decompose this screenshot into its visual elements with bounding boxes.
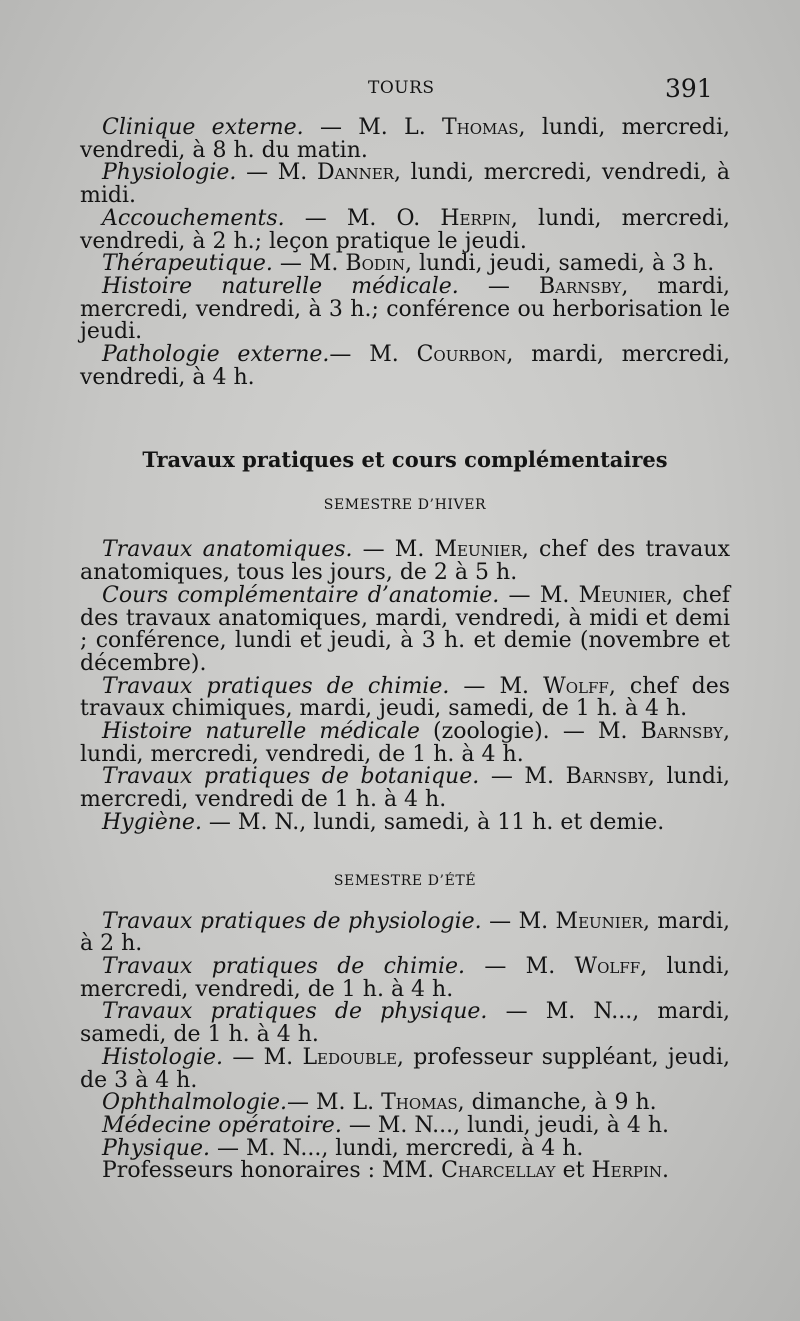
course-entry bbox=[80, 582, 730, 676]
course-subject: Clinique externe. bbox=[102, 115, 304, 140]
professor-name: Barnsby bbox=[640, 719, 723, 745]
honorary-end: . bbox=[662, 1158, 670, 1184]
professor-name: Barnsby bbox=[538, 273, 622, 299]
course-subject: Histoire naturelle médicale. bbox=[102, 273, 459, 299]
course-separator: — M. bbox=[236, 160, 317, 186]
course-subject: Physique. bbox=[102, 1135, 210, 1161]
course-separator: — M. bbox=[223, 1044, 303, 1070]
course-separator: — bbox=[458, 273, 539, 299]
course-schedule: , mardi, mercredi, vendredi, à 3 h.; conférence ou herborisation le jeudi. bbox=[80, 273, 730, 345]
course-separator: — M. O. bbox=[284, 205, 441, 231]
professor-name: Danner bbox=[316, 160, 394, 186]
course-entry bbox=[80, 908, 731, 957]
professor-name: Courbon bbox=[416, 342, 507, 368]
course-schedule: , chef des travaux chimiques, mardi, jeudi, samedi, de 1 h. à 4 h. bbox=[80, 673, 731, 722]
course-separator: — M. N., lundi, samedi, à 11 h. et demie. bbox=[201, 809, 665, 835]
honorary-name-1: Charcellay bbox=[441, 1158, 556, 1184]
course-separator: — M. bbox=[449, 673, 544, 699]
course-subject: Ophthalmologie. bbox=[102, 1090, 287, 1116]
running-title: TOURS bbox=[368, 78, 435, 98]
professor-name: Wolff bbox=[574, 953, 641, 979]
course-schedule: , dimanche, à 9 h. bbox=[457, 1090, 657, 1116]
course-entry bbox=[80, 1001, 730, 1046]
course-entry bbox=[80, 344, 730, 389]
honorary-professors-line bbox=[80, 1160, 730, 1183]
winter-semester-heading: SEMESTRE D’HIVER bbox=[323, 497, 487, 514]
course-separator: — M. N..., lundi, jeudi, à 4 h. bbox=[341, 1112, 669, 1138]
page-header bbox=[0, 74, 800, 104]
professor-name: Herpin bbox=[440, 205, 511, 231]
professor-name: Bodin bbox=[345, 251, 405, 277]
course-subject: Travaux pratiques de chimie. bbox=[102, 673, 450, 699]
course-subject: Thérapeutique. bbox=[102, 251, 273, 277]
page-number: 391 bbox=[665, 74, 713, 103]
summer-semester-heading: SEMESTRE D’ÉTÉ bbox=[333, 872, 477, 889]
course-subject: Accouchements. bbox=[102, 205, 285, 231]
faculty-course-list bbox=[80, 117, 730, 389]
course-entry bbox=[80, 809, 730, 835]
course-separator: — M. bbox=[479, 764, 566, 790]
course-schedule: , lundi, mercredi, vendredi, de 1 h. à 4 h. bbox=[80, 719, 730, 767]
honorary-mid: et bbox=[555, 1158, 592, 1184]
course-subject: Médecine opératoire. bbox=[102, 1112, 342, 1138]
course-entry bbox=[80, 1112, 730, 1138]
course-subject: Travaux pratiques de physique. bbox=[102, 999, 488, 1025]
course-subject: Travaux pratiques de botanique. bbox=[102, 764, 480, 790]
course-entry bbox=[80, 1135, 730, 1161]
professor-name: Meunier bbox=[434, 537, 522, 563]
course-subject: Hygiène. bbox=[102, 809, 202, 835]
course-entry bbox=[80, 273, 730, 345]
course-entry bbox=[80, 117, 730, 162]
course-schedule: , lundi, mercredi, vendredi, à 8 h. du matin. bbox=[80, 115, 730, 163]
page-body bbox=[80, 117, 730, 1183]
professor-name: Wolff bbox=[543, 673, 609, 699]
course-subject: Travaux pratiques de physiologie. bbox=[102, 908, 482, 934]
course-schedule: , lundi, mercredi, vendredi de 1 h. à 4 h. bbox=[80, 764, 730, 813]
course-separator: — M. bbox=[499, 582, 579, 608]
course-separator: — M. L. bbox=[286, 1090, 382, 1116]
course-schedule: , professeur suppléant, jeudi, de 3 à 4 h. bbox=[80, 1044, 731, 1093]
section-heading: Travaux pratiques et cours complémentaires bbox=[142, 447, 668, 473]
course-separator: — M. bbox=[481, 908, 556, 934]
course-entry bbox=[80, 766, 730, 811]
professor-name: Barnsby bbox=[565, 764, 648, 790]
course-subject: Cours complémentaire d’anatomie. bbox=[102, 582, 500, 608]
course-subject: Histologie. bbox=[102, 1044, 224, 1070]
course-subject: Travaux anatomiques. bbox=[102, 537, 353, 563]
professor-name: Ledouble bbox=[302, 1044, 397, 1070]
course-subject: Pathologie externe. bbox=[102, 342, 330, 368]
course-subject: Travaux pratiques de chimie. bbox=[102, 953, 466, 979]
course-separator: — M. bbox=[329, 342, 417, 368]
course-entry bbox=[80, 539, 730, 584]
course-schedule: , mardi, mercredi, vendredi, à 4 h. bbox=[80, 342, 730, 390]
course-schedule: , lundi, mercredi, vendredi, de 1 h. à 4 h. bbox=[80, 953, 730, 1002]
course-schedule: , lundi, mercredi, vendredi, à 2 h.; leçon pratique le jeudi. bbox=[80, 205, 730, 254]
course-subject: Physiologie. bbox=[102, 160, 237, 186]
course-separator: — M. L. bbox=[303, 115, 442, 140]
course-schedule: , chef des travaux anatomiques, tous les jours, de 2 à 5 h. bbox=[80, 537, 730, 586]
honorary-prefix: Professeurs honoraires : MM. bbox=[102, 1158, 442, 1184]
course-entry bbox=[80, 1044, 731, 1093]
course-entry bbox=[80, 953, 730, 1002]
course-schedule: , lundi, jeudi, samedi, à 3 h. bbox=[404, 251, 715, 277]
course-entry bbox=[80, 253, 730, 276]
professor-name: Thomas bbox=[381, 1090, 458, 1116]
course-subject: Histoire naturelle médicale bbox=[102, 719, 420, 745]
course-separator: — M. N..., lundi, mercredi, à 4 h. bbox=[210, 1135, 584, 1161]
course-entry bbox=[80, 721, 730, 766]
course-separator: (zoologie). — M. bbox=[419, 719, 641, 745]
course-entry bbox=[80, 162, 730, 207]
honorary-name-2: Herpin bbox=[591, 1158, 663, 1184]
course-entry bbox=[80, 205, 730, 254]
course-separator: — M. N..., mardi, samedi, de 1 h. à 4 h. bbox=[80, 999, 731, 1048]
course-entry bbox=[80, 1092, 730, 1115]
course-entry bbox=[80, 673, 731, 722]
course-schedule: , lundi, mercredi, vendredi, à midi. bbox=[80, 160, 730, 209]
course-separator: — M. bbox=[272, 251, 346, 277]
course-separator: — M. bbox=[465, 953, 575, 979]
professor-name: Meunier bbox=[555, 908, 643, 934]
course-schedule: , chef des travaux anatomiques, mardi, vendredi, à midi et demi ; conférence, lundi et jeudi, à 3 h. et demie (novembre et décembre). bbox=[80, 582, 730, 676]
course-separator: — M. bbox=[352, 537, 435, 563]
professor-name: Meunier bbox=[578, 582, 667, 608]
summer-course-list bbox=[80, 908, 731, 1161]
course-schedule: , mardi, à 2 h. bbox=[80, 908, 731, 957]
professor-name: Thomas bbox=[442, 115, 519, 140]
winter-course-list bbox=[80, 539, 730, 834]
